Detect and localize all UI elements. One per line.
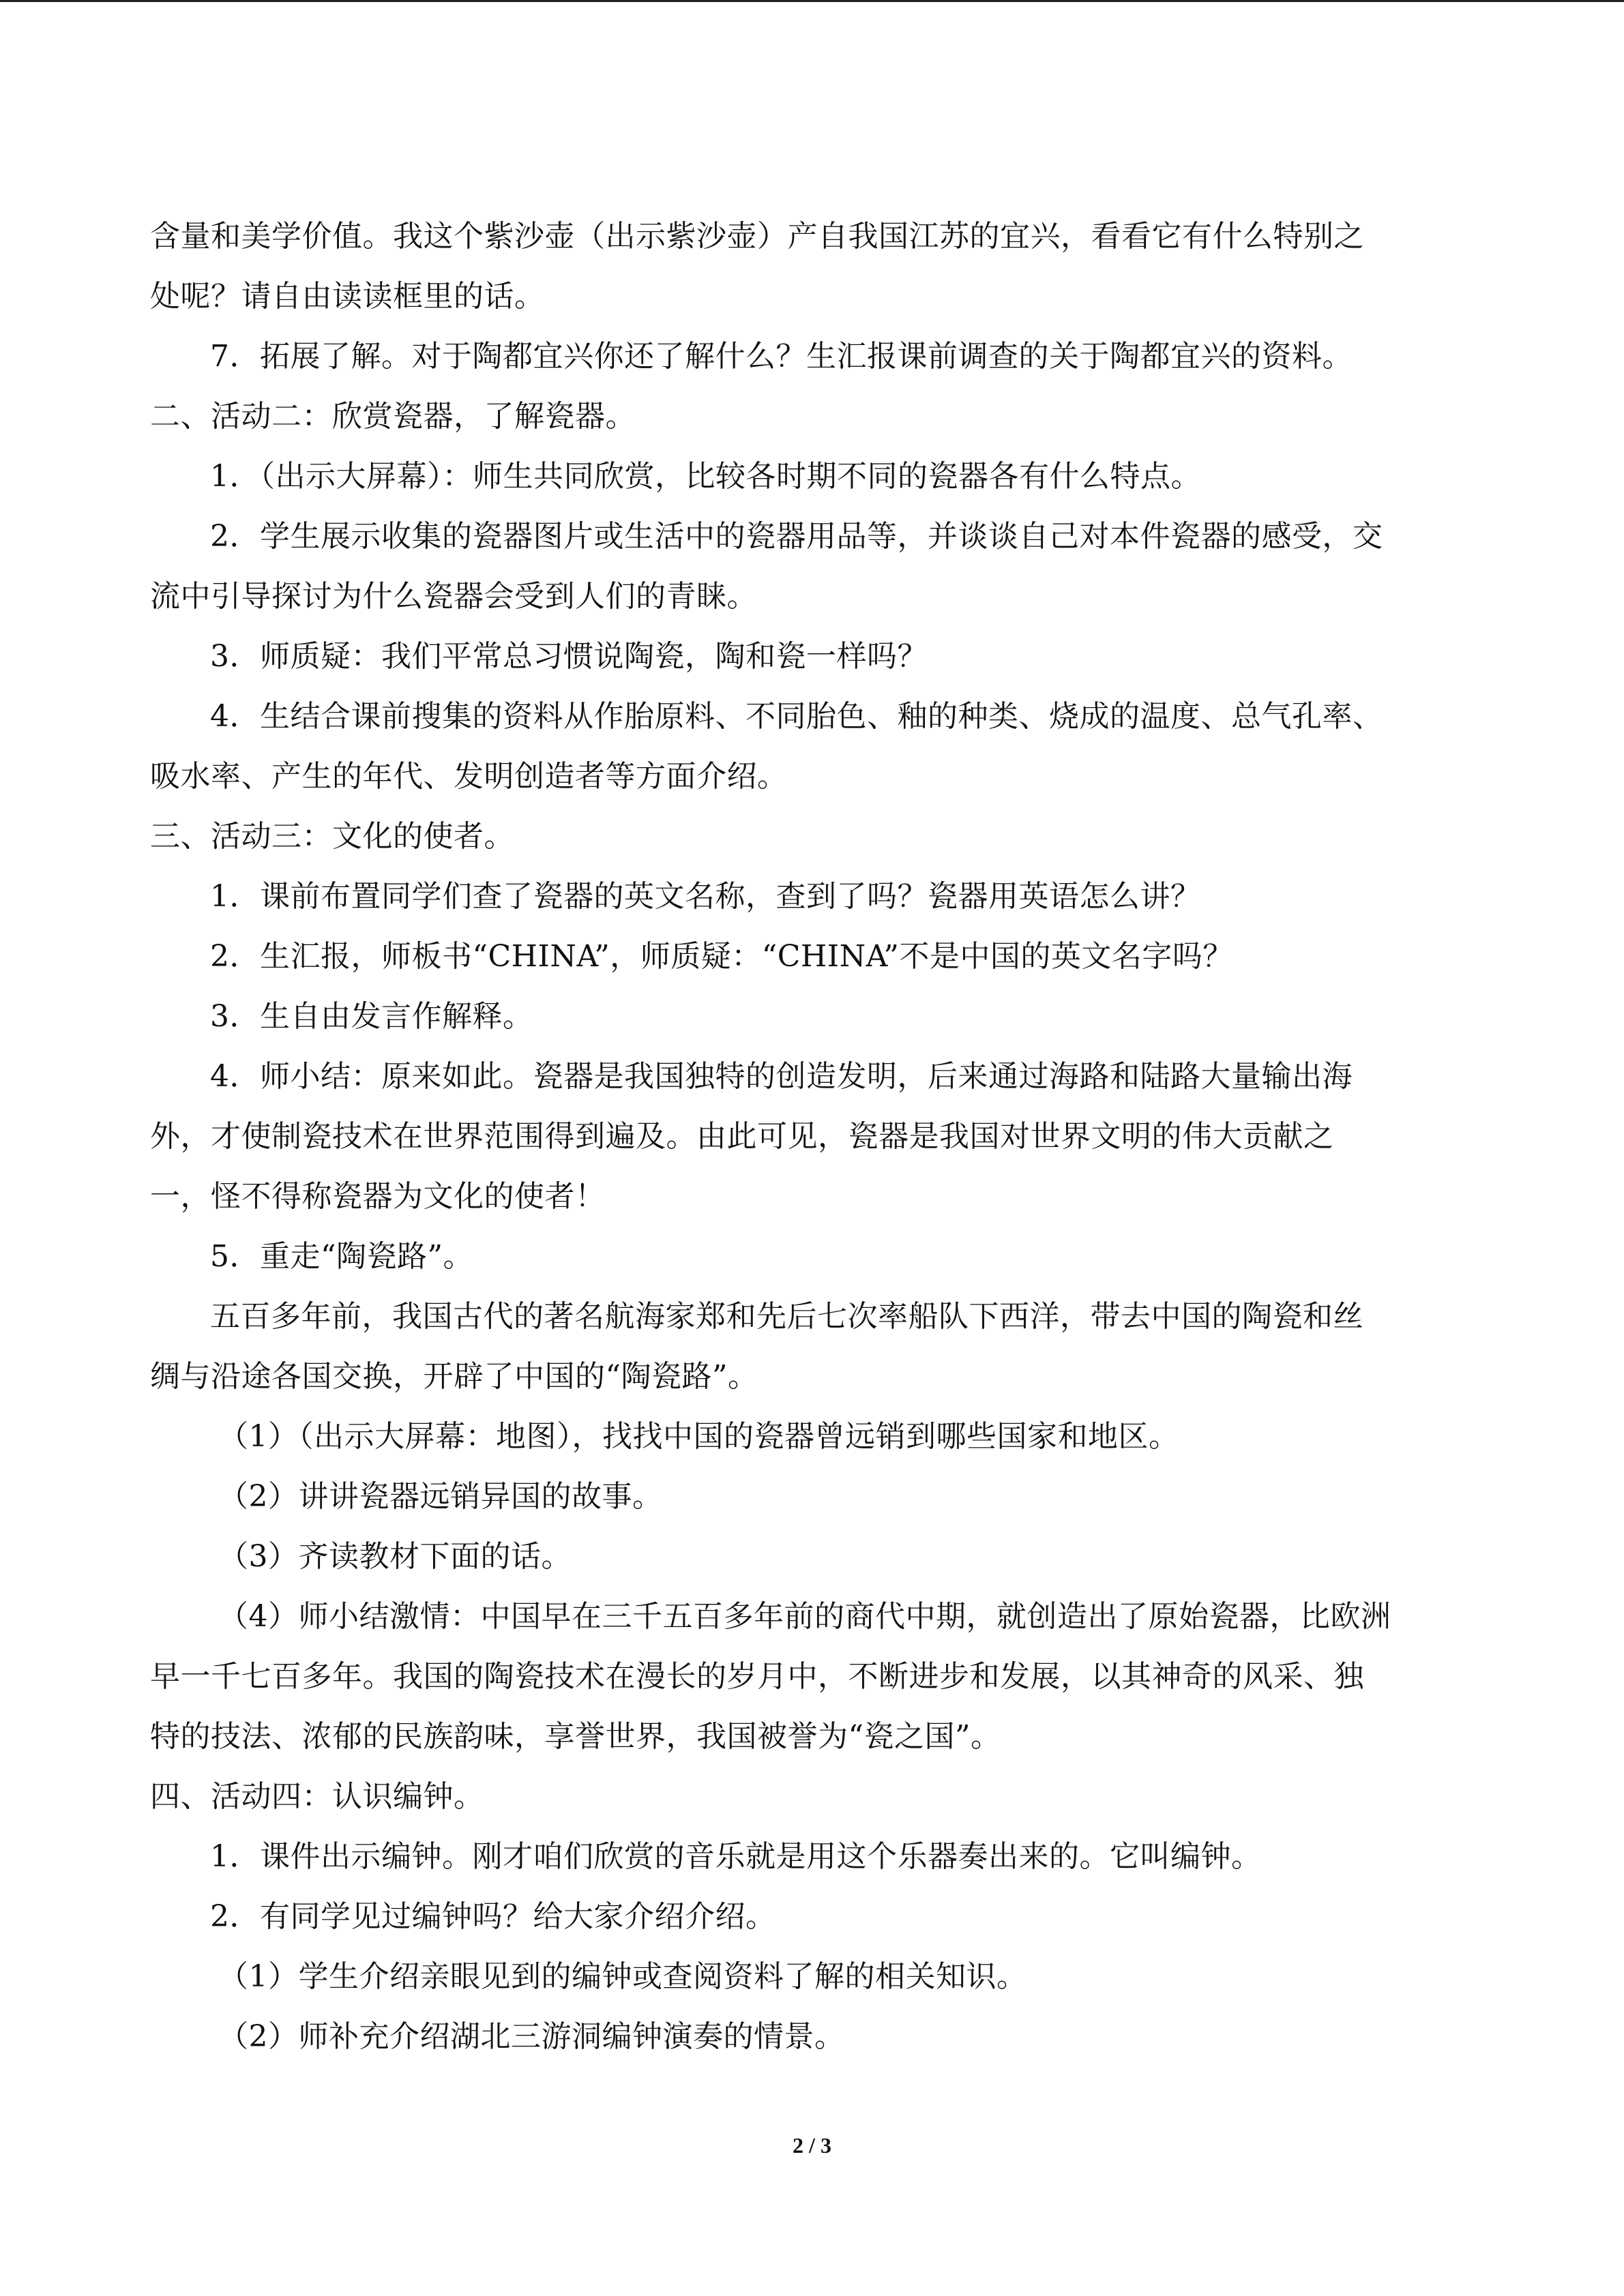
- text-line: 4．师小结：原来如此。瓷器是我国独特的创造发明，后来通过海路和陆路大量输出海: [210, 1059, 1353, 1094]
- text-line: （2）讲讲瓷器远销异国的故事。: [218, 1479, 663, 1514]
- text-line: 2．学生展示收集的瓷器图片或生活中的瓷器用品等，并谈谈自己对本件瓷器的感受，交: [210, 519, 1383, 554]
- text-line: 特的技法、浓郁的民族韵味，享誉世界，我国被誉为“瓷之国”。: [150, 1719, 1001, 1754]
- text-line: （2）师补充介绍湖北三游洞编钟演奏的情景。: [218, 2019, 845, 2054]
- document-body: [150, 207, 1477, 2067]
- text-line: 流中引导探讨为什么瓷器会受到人们的青睐。: [150, 579, 757, 614]
- text-line: 4．生结合课前搜集的资料从作胎原料、不同胎色、釉的种类、烧成的温度、总气孔率、: [210, 699, 1383, 734]
- text-line: 5．重走“陶瓷路”。: [210, 1239, 473, 1274]
- text-line: 五百多年前，我国古代的著名航海家郑和先后七次率船队下西洋，带去中国的陶瓷和丝: [210, 1299, 1363, 1334]
- text-line: 二、活动二：欣赏瓷器，了解瓷器。: [150, 399, 636, 434]
- text-line: 外，才使制瓷技术在世界范围得到遍及。由此可见，瓷器是我国对世界文明的伟大贡献之: [150, 1119, 1334, 1154]
- text-line: 吸水率、产生的年代、发明创造者等方面介绍。: [150, 759, 788, 794]
- text-line: （1）（出示大屏幕：地图），找找中国的瓷器曾远销到哪些国家和地区。: [218, 1419, 1179, 1454]
- text-line: 含量和美学价值。我这个紫沙壶（出示紫沙壶）产自我国江苏的宜兴，看看它有什么特别之: [150, 219, 1364, 254]
- text-line: 早一千七百多年。我国的陶瓷技术在漫长的岁月中，不断进步和发展，以其神奇的风采、独: [150, 1659, 1364, 1694]
- text-line: 四、活动四：认识编钟。: [150, 1779, 484, 1814]
- text-line: 一，怪不得称瓷器为文化的使者！: [150, 1179, 606, 1214]
- text-line: 3．师质疑：我们平常总习惯说陶瓷，陶和瓷一样吗？: [210, 639, 928, 674]
- text-line: 三、活动三：文化的使者。: [150, 819, 514, 854]
- text-line: 2．生汇报，师板书“CHINA”，师质疑：“CHINA”不是中国的英文名字吗？: [210, 939, 1233, 974]
- top-border-rule: [0, 0, 1624, 2]
- text-line: 处呢？请自由读读框里的话。: [150, 279, 545, 314]
- text-line: 1．（出示大屏幕）：师生共同欣赏，比较各时期不同的瓷器各有什么特点。: [210, 459, 1201, 494]
- text-line: 7．拓展了解。对于陶都宜兴你还了解什么？生汇报课前调查的关于陶都宜兴的资料。: [210, 339, 1353, 374]
- text-line: 1．课件出示编钟。刚才咱们欣赏的音乐就是用这个乐器奏出来的。它叫编钟。: [210, 1839, 1262, 1874]
- text-line: 绸与沿途各国交换，开辟了中国的“陶瓷路”。: [150, 1359, 758, 1394]
- text-line: （1）学生介绍亲眼见到的编钟或查阅资料了解的相关知识。: [218, 1959, 1027, 1994]
- page-number: 2 / 3: [793, 2133, 831, 2158]
- text-line: （4）师小结激情：中国早在三千五百多年前的商代中期，就创造出了原始瓷器，比欧洲: [218, 1599, 1391, 1634]
- text-line: （3）齐读教材下面的话。: [218, 1539, 572, 1574]
- text-line: 3．生自由发言作解释。: [210, 999, 533, 1034]
- text-line: 1．课前布置同学们查了瓷器的英文名称，查到了吗？瓷器用英语怎么讲？: [210, 879, 1201, 914]
- text-line: 2．有同学见过编钟吗？给大家介绍介绍。: [210, 1899, 776, 1934]
